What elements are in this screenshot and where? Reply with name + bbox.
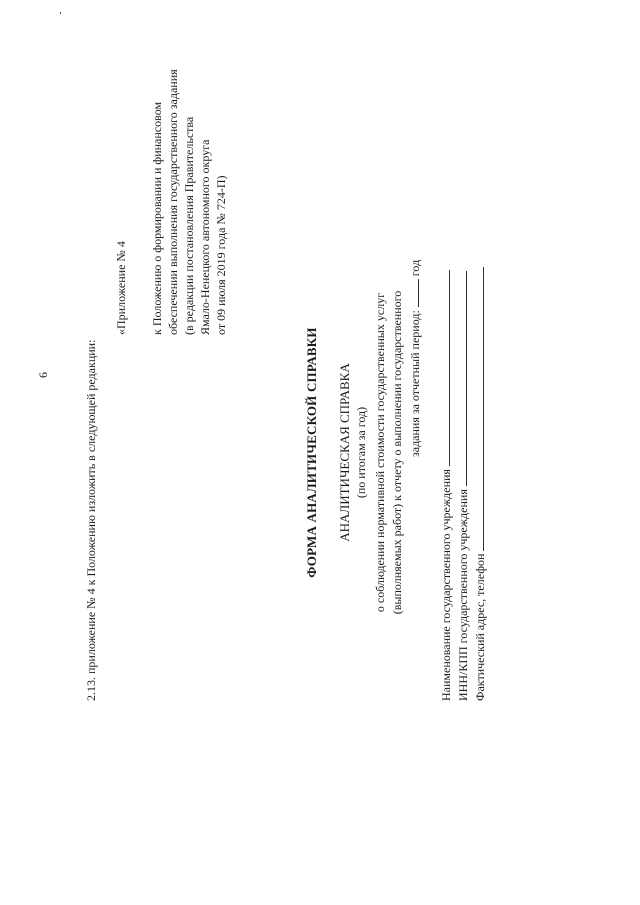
appendix-line-2: обеспечении выполнения государственного задания — [166, 69, 180, 335]
form-title: ФОРМА АНАЛИТИЧЕСКОЙ СПРАВКИ — [304, 327, 319, 578]
period-prefix: задания за отчетный период: — [408, 310, 422, 457]
field-label: Фактический адрес, телефон — [473, 553, 487, 701]
appendix-line-5: от 09 июля 2019 года № 724-П) — [214, 175, 228, 335]
reporting-period — [407, 260, 423, 457]
page-number: 6 — [36, 372, 50, 378]
field-blank — [472, 267, 484, 551]
intro-paragraph: 2.13. приложение № 4 к Положению изложить в следующей редакции: — [84, 339, 98, 701]
field-inn-kpp — [455, 271, 471, 701]
field-label: ИНН/КПП государственного учреждения — [456, 489, 470, 701]
appendix-line-1: к Положению о формировании и финансовом — [150, 101, 164, 335]
document-title: АНАЛИТИЧЕСКАЯ СПРАВКА — [337, 363, 352, 542]
appendix-line-3: (в редакции постановления Правительства — [182, 116, 196, 335]
appendix-line-4: Ямало-Ненецкого автономного округа — [198, 139, 212, 335]
period-blank — [407, 279, 419, 307]
field-blank — [438, 270, 450, 466]
field-blank — [455, 271, 467, 486]
appendix-label: «Приложение № 4 — [114, 241, 128, 335]
description-line-2: (выполняемых работ) к отчету о выполнении государственного — [390, 290, 404, 615]
field-institution-name — [438, 270, 454, 701]
description-line-1: о соблюдении нормативной стоимости государственных услуг — [373, 292, 387, 613]
period-suffix: год — [408, 259, 422, 277]
field-address-phone — [472, 267, 488, 701]
field-label: Наименование государственного учреждения — [439, 469, 453, 701]
document-subtitle: (по итогам за год) — [354, 406, 368, 499]
